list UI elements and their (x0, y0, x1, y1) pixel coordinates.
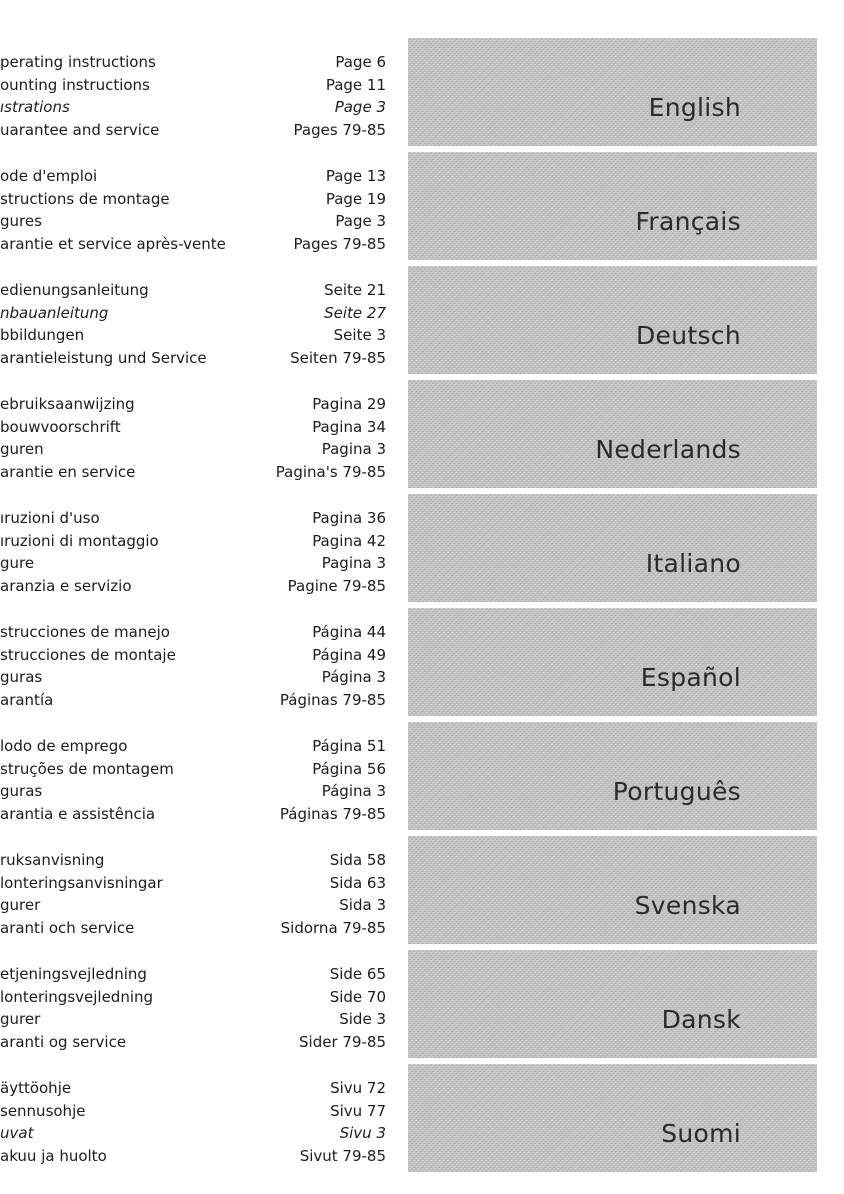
language-name: Italiano (645, 549, 741, 578)
entry-title: guras (0, 782, 43, 800)
toc-entry (0, 621, 386, 644)
entry-title: strucciones de manejo (0, 623, 170, 641)
entry-page: Página 44 (312, 623, 386, 641)
entry-page: Page 11 (325, 75, 386, 94)
entry-page: Página 3 (321, 782, 386, 800)
language-name: Dansk (661, 1005, 741, 1034)
toc-entry (0, 735, 386, 758)
entry-page: Page 3 (335, 212, 386, 230)
language-panel (408, 266, 817, 374)
entry-page: Seite 3 (333, 326, 386, 344)
entry-list (0, 735, 386, 825)
language-section-2 (0, 263, 844, 377)
entry-list (0, 507, 386, 597)
entry-page: Pages 79-85 (293, 120, 386, 139)
toc-entry (0, 279, 386, 302)
toc-entry (0, 96, 386, 119)
entry-list (0, 279, 386, 369)
entry-page: Sivu 72 (330, 1079, 386, 1097)
entry-title: ebruiksaanwijzing (0, 395, 135, 413)
entry-title: uarantee and service (0, 120, 160, 139)
entry-title: bbildungen (0, 326, 85, 344)
toc-entry (0, 416, 386, 439)
toc-entry (0, 849, 386, 872)
language-section-6 (0, 719, 844, 833)
entry-list (0, 51, 386, 141)
language-section-8 (0, 947, 844, 1061)
entry-title: aranti och service (0, 918, 135, 937)
toc-entry (0, 758, 386, 781)
entry-page: Sider 79-85 (299, 1032, 386, 1051)
language-panel (408, 152, 817, 260)
toc-entry (0, 1100, 386, 1123)
entry-page: Page 3 (334, 98, 386, 116)
toc-entry (0, 963, 386, 986)
toc-entry (0, 1077, 386, 1100)
toc-entry (0, 552, 386, 575)
entry-title: etjeningsvejledning (0, 965, 147, 983)
toc-entry (0, 894, 386, 917)
toc-entry (0, 119, 386, 142)
toc-entry (0, 872, 386, 895)
toc-entry (0, 51, 386, 74)
entry-page: Pages 79-85 (293, 234, 386, 253)
language-section-3 (0, 377, 844, 491)
entry-list (0, 1077, 386, 1167)
entry-page: Page 19 (325, 189, 386, 208)
entry-page: Páginas 79-85 (279, 690, 386, 709)
language-name: Deutsch (636, 321, 741, 350)
language-panel (408, 380, 817, 488)
toc-entry (0, 188, 386, 211)
entry-page: Seite 27 (324, 303, 386, 322)
toc-entry (0, 210, 386, 233)
entry-title: arantie en service (0, 462, 136, 481)
toc-entry (0, 986, 386, 1009)
toc-entry (0, 165, 386, 188)
entry-page: Pagine 79-85 (287, 576, 386, 595)
language-panel (408, 950, 817, 1058)
entry-title: ounting instructions (0, 75, 150, 94)
entry-title: arantieleistung und Service (0, 348, 207, 367)
entry-page: Página 49 (312, 645, 386, 664)
toc-entry (0, 530, 386, 553)
entry-list (0, 393, 386, 483)
entry-title: ruksanvisning (0, 851, 105, 869)
language-section-0 (0, 35, 844, 149)
entry-title: gures (0, 212, 42, 230)
toc-entry (0, 644, 386, 667)
entry-page: Página 56 (312, 759, 386, 778)
toc-entry (0, 1008, 386, 1031)
entry-title: ode d'emploi (0, 167, 98, 185)
entry-title: lonteringsanvisningar (0, 873, 163, 892)
entry-title: structions de montage (0, 189, 170, 208)
entry-page: Página 3 (321, 668, 386, 686)
entry-title: ıruzioni di montaggio (0, 531, 159, 550)
toc-entry (0, 689, 386, 712)
entry-list (0, 621, 386, 711)
entry-page: Páginas 79-85 (279, 804, 386, 823)
language-section-1 (0, 149, 844, 263)
language-name: English (648, 93, 741, 122)
language-name: Suomi (661, 1119, 741, 1148)
language-panel (408, 494, 817, 602)
entry-title: sennusohje (0, 1101, 86, 1120)
entry-page: Página 51 (312, 737, 386, 755)
entry-page: Side 70 (329, 987, 386, 1006)
toc-entry (0, 324, 386, 347)
entry-page: Page 6 (335, 53, 386, 71)
toc-entry (0, 302, 386, 325)
entry-page: Sida 58 (329, 851, 386, 869)
entry-title: edienungsanleitung (0, 281, 149, 299)
entry-title: nbauanleitung (0, 303, 109, 322)
toc-entry (0, 666, 386, 689)
entry-title: struções de montagem (0, 759, 174, 778)
entry-title: arantía (0, 690, 54, 709)
toc-entry (0, 438, 386, 461)
entry-list (0, 165, 386, 255)
toc-entry (0, 803, 386, 826)
toc-entry (0, 74, 386, 97)
entry-page: Side 65 (329, 965, 386, 983)
entry-page: Pagina 29 (312, 395, 386, 413)
language-panel (408, 722, 817, 830)
entry-page: Pagina 36 (312, 509, 386, 527)
toc-entry (0, 347, 386, 370)
toc-entry (0, 1031, 386, 1054)
language-name: Svenska (634, 891, 741, 920)
entry-title: guras (0, 668, 43, 686)
language-name: Español (640, 663, 741, 692)
language-panel (408, 608, 817, 716)
entry-page: Seiten 79-85 (290, 348, 386, 367)
entry-title: arantia e assistência (0, 804, 156, 823)
toc-entry (0, 1145, 386, 1168)
entry-title: äyttöohje (0, 1079, 72, 1097)
entry-title: gurer (0, 896, 41, 914)
entry-list (0, 849, 386, 939)
language-name: Português (612, 777, 741, 806)
toc-entry (0, 1122, 386, 1145)
entry-title: guren (0, 440, 44, 458)
entry-page: Sivut 79-85 (299, 1146, 386, 1165)
entry-page: Pagina's 79-85 (275, 462, 386, 481)
toc-entry (0, 917, 386, 940)
entry-page: Pagina 3 (321, 440, 386, 458)
entry-title: lonteringsvejledning (0, 987, 154, 1006)
entry-page: Pagina 3 (321, 554, 386, 572)
entry-title: aranzia e servizio (0, 576, 132, 595)
entry-page: Side 3 (339, 1010, 386, 1028)
language-panel (408, 38, 817, 146)
entry-page: Sida 3 (339, 896, 386, 914)
entry-page: Pagina 34 (312, 417, 386, 436)
toc-entry (0, 780, 386, 803)
entry-page: Sida 63 (329, 873, 386, 892)
entry-page: Page 13 (325, 167, 386, 185)
language-section-7 (0, 833, 844, 947)
entry-page: Sidorna 79-85 (280, 918, 386, 937)
entry-page: Sivu 77 (330, 1101, 386, 1120)
entry-title: gurer (0, 1010, 41, 1028)
entry-list (0, 963, 386, 1053)
language-section-4 (0, 491, 844, 605)
entry-title: perating instructions (0, 53, 156, 71)
entry-title: gure (0, 554, 35, 572)
entry-title: arantie et service après-vente (0, 234, 226, 253)
language-name: Nederlands (595, 435, 741, 464)
entry-page: Seite 21 (324, 281, 386, 299)
toc-entry (0, 507, 386, 530)
entry-title: aranti og service (0, 1032, 127, 1051)
entry-title: uvat (0, 1124, 34, 1142)
language-panel (408, 836, 817, 944)
entry-page: Sivu 3 (339, 1124, 386, 1142)
toc-entry (0, 233, 386, 256)
language-name: Français (635, 207, 741, 236)
entry-title: bouwvoorschrift (0, 417, 121, 436)
entry-title: strucciones de montaje (0, 645, 176, 664)
language-panel (408, 1064, 817, 1172)
toc-entry (0, 461, 386, 484)
entry-title: ıstrations (0, 98, 70, 116)
toc-entry (0, 575, 386, 598)
toc-entry (0, 393, 386, 416)
language-section-9 (0, 1061, 844, 1175)
entry-page: Pagina 42 (312, 531, 386, 550)
entry-title: ıruzioni d'uso (0, 509, 100, 527)
language-index (0, 35, 844, 1175)
language-section-5 (0, 605, 844, 719)
entry-title: lodo de emprego (0, 737, 128, 755)
entry-title: akuu ja huolto (0, 1146, 107, 1165)
